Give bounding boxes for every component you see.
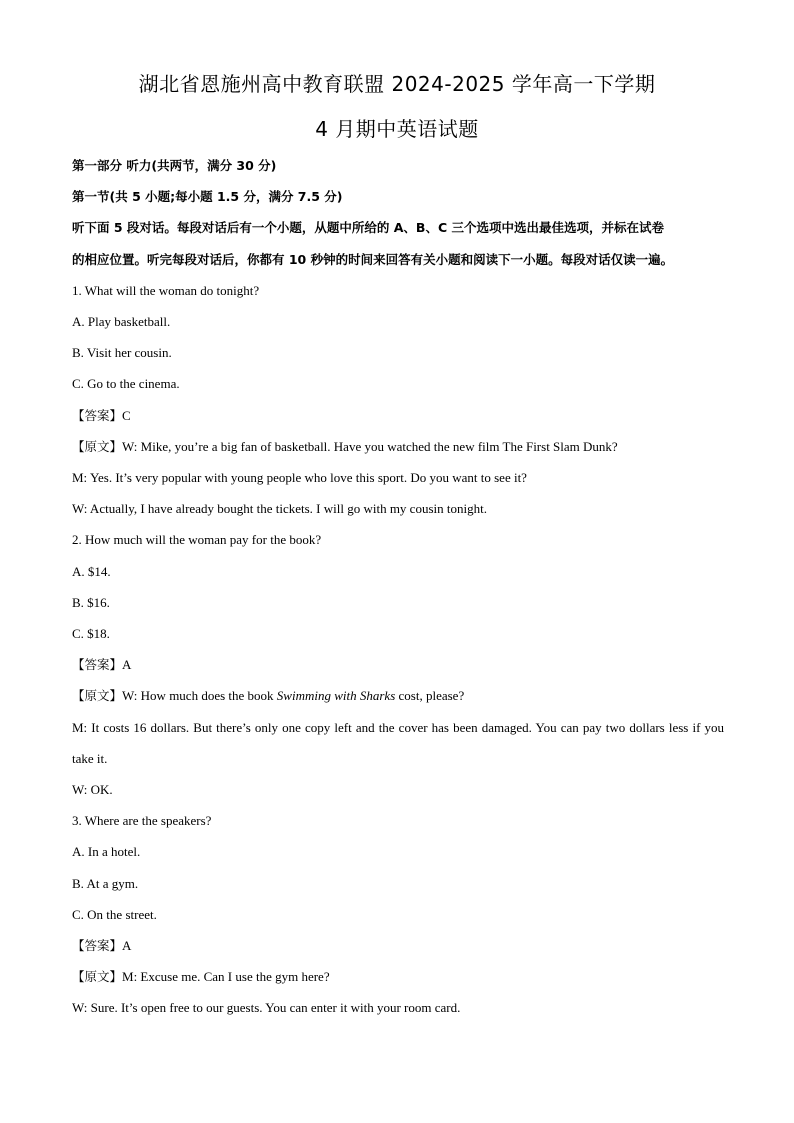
q2-transcript-1-post: cost, please?	[395, 688, 465, 704]
q2-transcript-3: W: OK.	[72, 782, 113, 798]
q1-transcript-2: M: Yes. It’s very popular with young people who love this sport. Do you want to see it?	[72, 470, 527, 486]
q1-option-c: C. Go to the cinema.	[72, 376, 180, 392]
q2-transcript-1	[72, 680, 724, 711]
answer-label: 【答案】	[72, 938, 123, 954]
instruction-line-2: 的相应位置。听完每段对话后，你都有 10 秒钟的时间来回答有关小题和阅读下一小题。每段对话仅读一遍。	[72, 251, 674, 267]
answer-label: 【答案】	[72, 407, 123, 423]
q2-answer-value: A	[122, 657, 132, 673]
q1-transcript-3: W: Actually, I have already bought the tickets. I will go with my cousin tonight.	[72, 501, 487, 517]
q2-option-b: B. $16.	[72, 594, 110, 610]
question-2: 2. How much will the woman pay for the book?	[72, 532, 322, 548]
q1-answer	[72, 400, 724, 431]
transcript-label: 【原文】	[72, 688, 123, 704]
section-heading: 第一节(共 5 小题;每小题 1.5 分，满分 7.5 分)	[72, 189, 343, 205]
book-title: Swimming with Sharks	[276, 688, 396, 704]
exam-title-line1: 湖北省恩施州高中教育联盟 2024-2025 学年高一下学期	[138, 72, 656, 96]
exam-title-line2: 4 月期中英语试题	[315, 117, 479, 141]
instruction-line-1: 听下面 5 段对话。每段对话后有一个小题，从题中所给的 A、B、C 三个选项中选出最佳选项，并标在试卷	[72, 220, 664, 236]
q2-option-a: A. $14.	[72, 563, 111, 579]
q1-option-a: A. Play basketball.	[72, 314, 171, 330]
q3-transcript-2: W: Sure. It’s open free to our guests. You can enter it with your room card.	[72, 1000, 461, 1016]
q3-answer	[72, 930, 724, 961]
q2-option-c: C. $18.	[72, 626, 110, 642]
transcript-label: 【原文】	[72, 438, 123, 454]
question-3: 3. Where are the speakers?	[72, 813, 212, 829]
q1-transcript-1-text: W: Mike, you’re a big fan of basketball. Have you watched the new film The First Slam Dunk?	[122, 438, 618, 454]
q3-option-c: C. On the street.	[72, 906, 157, 922]
question-1: 1. What will the woman do tonight?	[72, 282, 260, 298]
transcript-label: 【原文】	[72, 969, 123, 985]
q2-answer	[72, 649, 724, 680]
q3-transcript-1	[72, 961, 724, 992]
exam-content	[72, 150, 724, 1024]
part-heading: 第一部分 听力(共两节，满分 30 分)	[72, 158, 277, 173]
q3-answer-value: A	[122, 938, 132, 954]
q1-option-b: B. Visit her cousin.	[72, 345, 172, 361]
q3-transcript-1-text: M: Excuse me. Can I use the gym here?	[122, 969, 330, 985]
q3-option-b: B. At a gym.	[72, 875, 139, 891]
q2-transcript-1-pre: W: How much does the book	[122, 688, 277, 704]
q1-answer-value: C	[122, 407, 131, 423]
q2-transcript-2: M: It costs 16 dollars. But there’s only one copy left and the cover has been damaged. You can pay two dollars less if you take it.	[72, 719, 724, 766]
q1-transcript-1	[72, 431, 724, 462]
answer-label: 【答案】	[72, 657, 123, 673]
q3-option-a: A. In a hotel.	[72, 844, 141, 860]
